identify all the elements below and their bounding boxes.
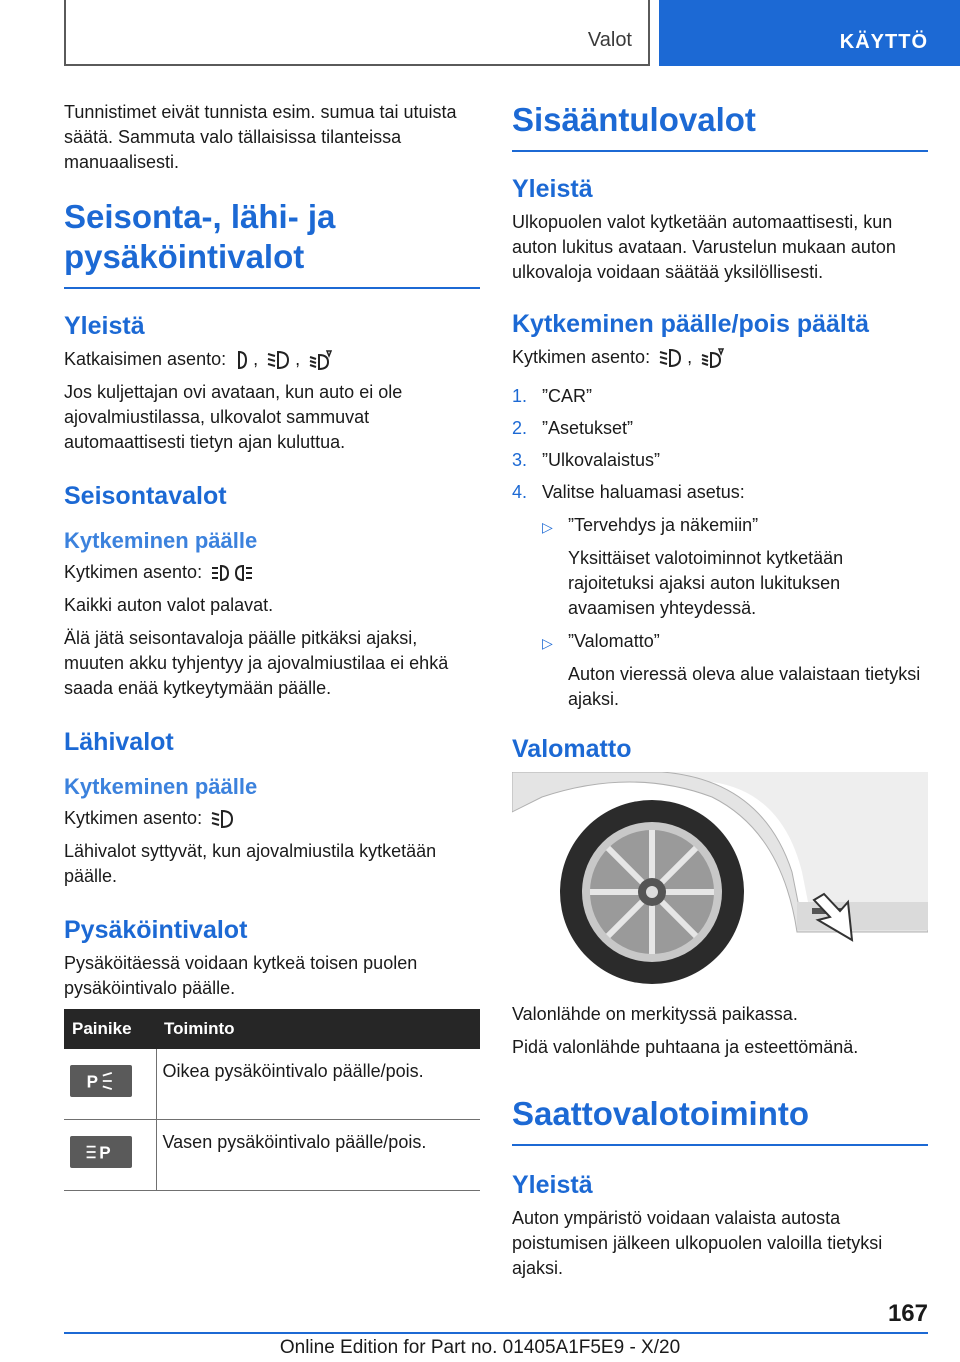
- table-cell-function: Oikea pysäköintivalo päälle/pois.: [156, 1049, 480, 1120]
- standing-lights-heading: Seisontavalot: [64, 482, 227, 510]
- general-heading: Yleistä: [512, 1171, 593, 1199]
- caption-2: Pidä valonlähde puhtaana ja esteettömänä.: [512, 1037, 859, 1057]
- list-item: [512, 416, 928, 441]
- page-number: 167: [887, 1300, 928, 1327]
- follow-me-home-heading: Saattovalotoiminto: [512, 1094, 928, 1146]
- switch-on-subheading: Kytkeminen päälle: [64, 774, 258, 799]
- step-number: 2.: [512, 418, 528, 438]
- bullet-triangle-icon: ▷: [542, 519, 553, 535]
- low-beam-icon: [266, 349, 292, 371]
- low-beam-icon: [658, 347, 684, 369]
- low-beam-icon: [210, 808, 236, 830]
- general-paragraph: Jos kuljettajan ovi avataan, kun auto ei ole ajovalmiustilassa, ulkovalot sammuvat automaattisesti tietyn ajan kuluttua.: [64, 382, 403, 452]
- low-beam-switch-line: [64, 806, 480, 831]
- standing-paragraph-2: Älä jätä seisontavaloja päälle pitkäksi ajaksi, muuten akku tyhjentyy ja ajovalmiustilaa ei ehkä saada enää kytkeytymään päälle.: [64, 628, 449, 698]
- parking-light-left-icon: [70, 1136, 132, 1168]
- svg-text:P: P: [99, 1143, 111, 1163]
- parking-lights-subheading: Pysäköintivalot: [64, 916, 248, 944]
- option-item: [512, 629, 928, 654]
- light-carpet-heading: Valomatto: [512, 735, 632, 763]
- switch-label: Kytkimen asento:: [64, 562, 203, 582]
- list-item: [512, 448, 928, 473]
- edition-footer: Online Edition for Part no. 01405A1F5E9 - X/20: [279, 1337, 681, 1358]
- low-beam-paragraph: Lähivalot syttyvät, kun ajovalmiustila kytketään päälle.: [64, 841, 437, 886]
- step-number: 3.: [512, 450, 528, 470]
- parking-paragraph: Pysäköitäessä voidaan kytkeä toisen puolen pysäköintivalo päälle.: [64, 953, 418, 998]
- svg-text:P: P: [86, 1072, 99, 1092]
- light-off-icon: [234, 349, 250, 371]
- right-column: [512, 100, 928, 1289]
- step-number: 1.: [512, 386, 528, 406]
- steps-list: [512, 384, 928, 505]
- general-heading: Yleistä: [64, 312, 145, 340]
- general-heading: Yleistä: [512, 175, 593, 203]
- option-label: ”Valomatto”: [568, 631, 660, 651]
- step-text: ”CAR”: [542, 386, 592, 406]
- step-text: Valitse haluamasi asetus:: [542, 482, 745, 502]
- step-text: ”Asetukset”: [542, 418, 634, 438]
- switch-on-off-heading: Kytkeminen päälle/pois päältä: [512, 310, 870, 338]
- option-item: [512, 513, 928, 538]
- auto-light-icon: [308, 349, 334, 371]
- step-text: ”Ulkovalaistus”: [542, 450, 661, 470]
- switch-position-label: Katkaisimen asento:: [64, 349, 227, 369]
- option-description: Yksittäiset valotoiminnot kytketään rajoitetuksi ajaksi auton lukituksen avaamisen yhteydessä.: [568, 548, 844, 618]
- caption-1: Valonlähde on merkityssä paikassa.: [512, 1004, 798, 1024]
- table-row: [64, 1049, 480, 1120]
- separator: ,: [687, 347, 693, 367]
- header-section-box: [64, 0, 650, 66]
- left-column: [64, 100, 480, 1191]
- parking-lights-heading: Seisonta-, lähi- ja pysäköintivalot: [64, 197, 480, 289]
- option-description: Auton vieressä oleva alue valaistaan tietyksi ajaksi.: [568, 664, 921, 709]
- follow-me-home-paragraph: Auton ympäristö voidaan valaista autosta poistumisen jälkeen ulkopuolen valoilla tietyksi ajaksi.: [512, 1208, 883, 1278]
- entry-switch-line: [512, 345, 928, 370]
- intro-paragraph: Tunnistimet eivät tunnista esim. sumua tai utuista säätä. Sammuta valo tällaisissa tilanteissa manuaalisesti.: [64, 102, 457, 172]
- standing-switch-line: [64, 560, 480, 585]
- car-wheel-photo: [512, 772, 928, 984]
- button-function-table: [64, 1009, 480, 1191]
- switch-position-line: [64, 347, 480, 372]
- standing-lights-icon: [210, 562, 254, 584]
- table-header-function: Toiminto: [156, 1009, 480, 1049]
- separator: ,: [253, 349, 259, 369]
- entry-lights-heading: Sisääntulovalot: [512, 100, 928, 152]
- option-label: ”Tervehdys ja näkemiin”: [568, 515, 759, 535]
- table-header-button: Painike: [64, 1009, 156, 1049]
- separator: ,: [295, 349, 301, 369]
- table-cell-function: Vasen pysäköintivalo päälle/pois.: [156, 1120, 480, 1191]
- switch-label: Kytkimen asento:: [64, 808, 203, 828]
- table-cell-button: [64, 1120, 156, 1191]
- section-title: Valot: [587, 29, 632, 51]
- table-row: [64, 1120, 480, 1191]
- switch-on-subheading: Kytkeminen päälle: [64, 528, 258, 553]
- table-cell-button: [64, 1049, 156, 1120]
- chapter-title: KÄYTTÖ: [839, 31, 928, 53]
- low-beam-heading: Lähivalot: [64, 728, 174, 756]
- parking-light-right-icon: [70, 1065, 132, 1097]
- list-item: [512, 480, 928, 505]
- auto-light-icon: [700, 347, 726, 369]
- switch-label: Kytkimen asento:: [512, 347, 651, 367]
- entry-general-paragraph: Ulkopuolen valot kytketään automaattisesti, kun auton lukitus avataan. Varustelun mukaan auton ulkovaloja voidaan säätää yksilöllisesti.: [512, 212, 896, 282]
- step-number: 4.: [512, 482, 528, 502]
- chapter-tab: [659, 0, 960, 66]
- footer-divider: [64, 1332, 928, 1334]
- list-item: [512, 384, 928, 409]
- standing-paragraph-1: Kaikki auton valot palavat.: [64, 595, 274, 615]
- bullet-triangle-icon: ▷: [542, 635, 553, 651]
